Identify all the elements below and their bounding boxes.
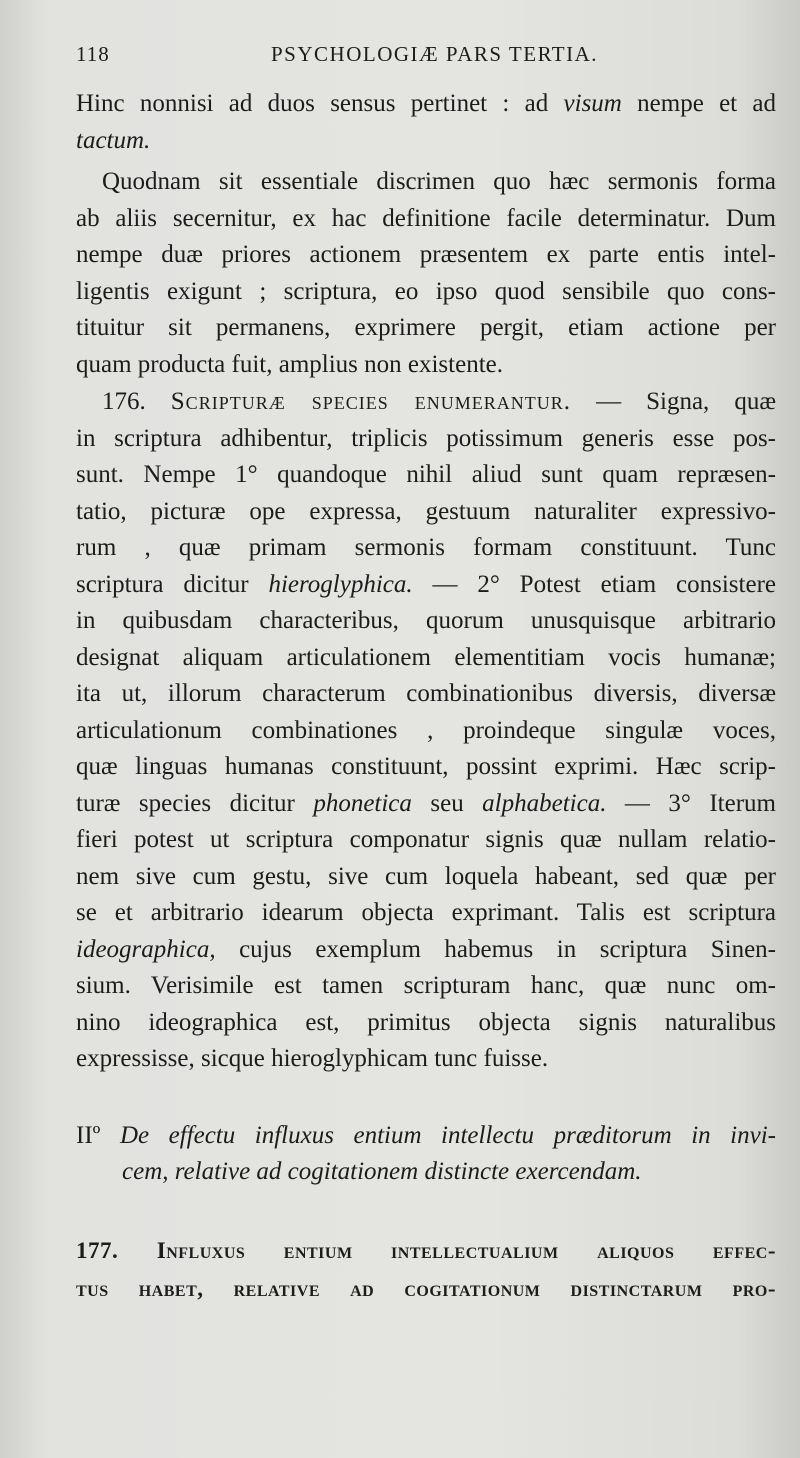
text-line: sium. Verisimile est tamen scripturam hanc, quæ nunc om- xyxy=(76,972,776,999)
section-heading-line: IIº De effectu influxus entium intellectu præditorum in invi- xyxy=(76,1122,776,1149)
text-line: tatio, picturæ ope expressa, gestuum naturaliter expressivo- xyxy=(76,497,776,525)
text-line: nem sive cum gestu, sive cum loquela habeant, sed quæ per xyxy=(76,862,776,890)
paragraph-176 xyxy=(76,384,776,1078)
text-line: tus habet, relative ad cogitationum distinctarum pro- xyxy=(76,1276,776,1301)
page-number: 118 xyxy=(76,42,110,66)
text-line: designat aliquam articulationem elementitiam vocis humanæ; xyxy=(76,643,776,671)
text-line: 176. Scripturæ species enumerantur. — Signa, quæ xyxy=(102,388,776,415)
text-line: in quibusdam characteribus, quorum unusquisque arbitrario xyxy=(76,607,776,634)
text-line: scriptura dicitur hieroglyphica. — 2° Potest etiam consistere xyxy=(76,570,776,598)
text-line: ab aliis secernitur, ex hac definitione facile determinatur. Dum xyxy=(76,204,776,232)
text-line: in scriptura adhibentur, triplicis potissimum generis esse pos- xyxy=(76,424,776,452)
text-line: ligentis exigunt ; scriptura, eo ipso quod sensibile quo cons- xyxy=(76,277,776,305)
text-line: nempe duæ priores actionem præsentem ex parte entis intel- xyxy=(76,241,776,268)
text-line: fieri potest ut scriptura componatur signis quæ nullam relatio- xyxy=(76,826,776,853)
text-line: expressisse, sicque hieroglyphicam tunc fuisse. xyxy=(76,1045,549,1072)
text-line: ideographica, cujus exemplum habemus in scriptura Sinen- xyxy=(76,935,776,963)
text-line: turæ species dicitur phonetica seu alphabetica. — 3° Iterum xyxy=(76,789,776,817)
paragraph-177 xyxy=(76,1232,776,1308)
section-heading-line: cem, relative ad cogitationem distincte exercendam. xyxy=(122,1158,642,1185)
text-line: se et arbitrario idearum objecta exprimant. Talis est scriptura xyxy=(76,899,776,926)
text-line: rum , quæ primam sermonis formam constituunt. Tunc xyxy=(76,534,776,561)
text-line: tactum. xyxy=(76,126,151,154)
text-line: sunt. Nempe 1° quandoque nihil aliud sunt quam repræsen- xyxy=(76,461,776,488)
section-heading xyxy=(76,1118,776,1190)
text-line: 177. Influxus entium intellectualium aliquos effec- xyxy=(76,1238,776,1263)
text-line: articulationum combinationes , proindeque singulæ voces, xyxy=(76,716,776,744)
text-line: quam producta fuit, amplius non existente. xyxy=(76,350,503,378)
running-head xyxy=(76,38,776,70)
text-line: ita ut, illorum characterum combinationibus diversis, diversæ xyxy=(76,680,776,707)
text-line: Quodnam sit essentiale discrimen quo hæc sermonis forma xyxy=(102,168,776,195)
paragraph-1 xyxy=(76,86,776,159)
text-line: nino ideographica est, primitus objecta signis naturalibus xyxy=(76,1008,776,1036)
text-line: quæ linguas humanas constituunt, possint exprimi. Hæc scrip- xyxy=(76,753,776,780)
text-line: tituitur sit permanens, exprimere pergit, etiam actione per xyxy=(76,314,776,341)
text-line: Hinc nonnisi ad duos sensus pertinet : ad visum nempe et ad xyxy=(76,90,776,117)
running-title: PSYCHOLOGIÆ PARS TERTIA. xyxy=(271,42,599,66)
paragraph-2 xyxy=(76,164,776,383)
